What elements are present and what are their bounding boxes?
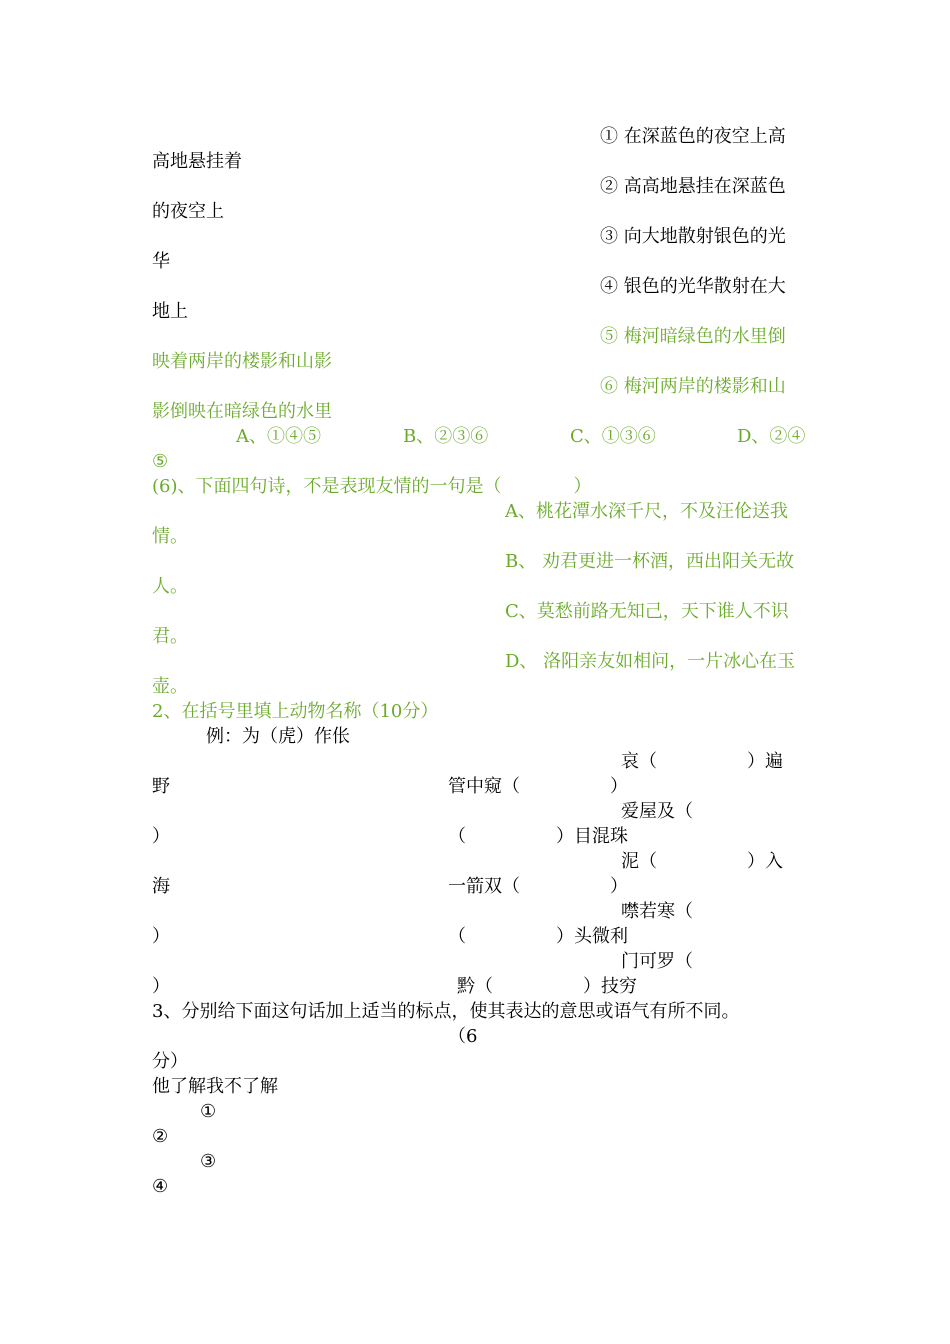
q2-item-3-wrap: ） (152, 826, 170, 847)
q2-item-6: 一箭双（ ） (448, 876, 628, 897)
q6-question: (6)、下面四句诗，不是表现友情的一句是（ ） (152, 476, 592, 497)
q2-item-4: （ ）目混珠 (448, 826, 628, 847)
option-6-wrap: 影倒映在暗绿色的水里 (152, 401, 332, 422)
q6-option-d-wrap: 壶。 (152, 676, 188, 697)
q2-item-5-wrap: 海 (152, 876, 170, 897)
option-3-wrap: 华 (152, 251, 170, 272)
q2-item-9: 门可罗（ (621, 951, 693, 972)
q2-item-9-wrap: ） (152, 976, 170, 997)
q6-option-c: C、莫愁前路无知己，天下谁人不识 (505, 601, 789, 622)
q6-option-d: D、 洛阳亲友如相问，一片冰心在玉 (505, 651, 796, 672)
q2-item-7-wrap: ） (152, 926, 170, 947)
q2-item-2: 管中窥（ ） (448, 776, 628, 797)
q3-answer-3: ③ (200, 1151, 217, 1172)
option-5-wrap: 映着两岸的楼影和山影 (152, 351, 332, 372)
q2-item-1: 哀（ ）遍 (621, 751, 783, 772)
choice-d-wrap: ⑤ (152, 451, 169, 472)
q6-option-b-wrap: 人。 (152, 576, 188, 597)
choice-b: B、②③⑥ (403, 426, 489, 447)
option-2: ② 高高地悬挂在深蓝色 (600, 176, 786, 197)
option-5: ⑤ 梅河暗绿色的水里倒 (600, 326, 786, 347)
q3-score-wrap: 分） (152, 1051, 188, 1072)
option-3: ③ 向大地散射银色的光 (600, 226, 786, 247)
choice-a: A、①④⑤ (236, 426, 321, 447)
choice-c: C、①③⑥ (570, 426, 656, 447)
option-6: ⑥ 梅河两岸的楼影和山 (600, 376, 786, 397)
option-1-wrap: 高地悬挂着 (152, 151, 242, 172)
q6-option-a-wrap: 情。 (152, 526, 188, 547)
q6-option-a: A、桃花潭水深千尺，不及汪伦送我 (505, 501, 788, 522)
q2-item-10: 黔（ ）技穷 (457, 976, 637, 997)
option-4-wrap: 地上 (152, 301, 188, 322)
q2-item-7: 噤若寒（ (621, 901, 693, 922)
q3-sentence: 他了解我不了解 (152, 1076, 278, 1097)
option-2-wrap: 的夜空上 (152, 201, 224, 222)
q2-title: 2、在括号里填上动物名称（10分） (152, 701, 439, 722)
q3-answer-4: ④ (152, 1176, 169, 1197)
q6-option-b: B、 劝君更进一杯酒，西出阳关无故 (505, 551, 794, 572)
q2-item-5: 泥（ ）入 (621, 851, 783, 872)
option-4: ④ 银色的光华散射在大 (600, 276, 786, 297)
q3-title: 3、分别给下面这句话加上适当的标点，使其表达的意思或语气有所不同。 (152, 1001, 740, 1022)
q2-item-8: （ ）头微利 (448, 926, 628, 947)
option-1: ① 在深蓝色的夜空上高 (600, 126, 786, 147)
q3-answer-2: ② (152, 1126, 169, 1147)
q2-example: 例：为（虎）作伥 (206, 726, 350, 747)
q6-option-c-wrap: 君。 (152, 626, 188, 647)
q3-score: （6 (448, 1026, 478, 1047)
q2-item-1-wrap: 野 (152, 776, 170, 797)
choice-d: D、②④ (737, 426, 806, 447)
q3-answer-1: ① (200, 1101, 217, 1122)
q2-item-3: 爱屋及（ (621, 801, 693, 822)
